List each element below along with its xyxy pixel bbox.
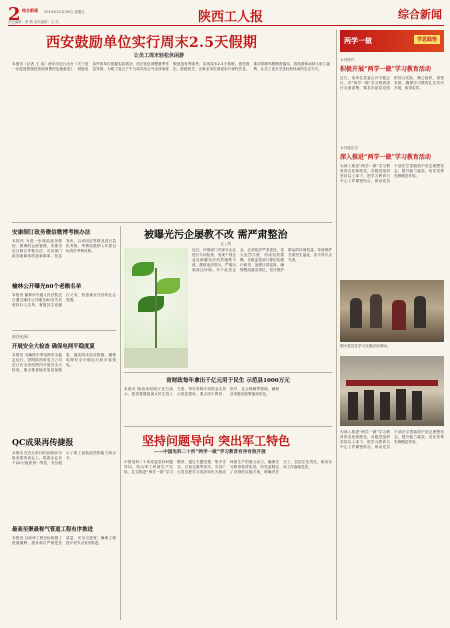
bottom-body: 中国电科二十所党委坚持问题导向，结合军工科研生产实际，扎实推进“两学一做”学习教育，通过专题党课、集中学习、讨论交流等形式，引导广大党员把学习成效转化为推动科研生产的强大动力，确保学习教育取得实效。所党委制定了详细的实施方案，明确责任分工，层层压实责任，推动各项工作落地见效。 [124,460,332,474]
story-1-kicker: 本刊特约 [340,58,355,62]
middle-brief-body: 本报讯 陕西省财政厅近日表示，我省将继续加大民生投入力度，每年安排专项资金支持示范县建设，重点用于教育、医疗、社会保障等领域，确保各项惠民政策落到实处。 [124,387,279,396]
masthead [8,4,444,26]
left-box [12,334,116,620]
badge-text: 学思践悟 [414,35,440,44]
brief-2-body: 本报讯 榆林市中级人民法院近日通过媒体公开曝光60名失信被执行人名单，督促其主动履行义务，营造诚实守信的社会氛围。 [12,293,116,307]
middle-byline: 文 / 陕 [220,241,232,246]
right-col-divider [336,30,337,620]
middle-brief [124,376,332,424]
middle-rule [124,372,332,373]
lead-rule [12,222,332,223]
middle-brief-rule [124,426,332,427]
story-2-body: 为深入推进“两学一做”学习教育常态化制度化，各级党组织坚持以上率下，把学习教育与中心工作紧密结合，推动党员干部在学思践悟中坚定理想信念，提升能力素质，切实发挥先锋模范作用。 [340,164,444,183]
right-banner [340,30,444,52]
right-photo-2 [340,356,444,426]
brief-2-headline: 榆林公开曝光60个老赖名单 [12,284,82,290]
right-photo-1 [340,280,444,342]
middle-brief-headline: 省财政每年拿出千亿元用于民生 示范县1000万元 [166,378,290,384]
story-2-headline: 深入推进“两学一做”学习教育活动 [340,154,431,161]
right-column [340,30,444,622]
left-box-body-3: 本报讯 目前该工程各标段施工进展顺利，建设单位严格把控质量、安全与进度，确保工程按计划节点有序推进。 [12,536,116,545]
lead-subheadline: 让员工周末轻松休闲游 [134,53,185,59]
left-box-headline-2: QC成果再传捷报 [12,437,74,447]
page-label: 综合新闻 [22,8,38,13]
left-box-title: 陕西电网 [12,334,28,339]
date-line: 2014年12月26日 星期五 [44,10,85,14]
left-box-headline-1: 开展安全大检查 确保电网平稳度夏 [12,344,95,350]
bottom-story [124,432,332,622]
bottom-headline: 坚持问题导向 突出军工特色 [142,434,291,448]
lead-body: 本报讯（记者 王 凤）西安市近日出台《关于进一步促进旅游投资和消费的实施意见》，鼓励有条件的单位根据实际情况，依法优化调整夏季作息安排，为职工周五下午与周末结合外出休闲度假创造有利条件，实现周末2.5天休假。意见提出，鼓励机关、企事业单位探索实行弹性作息，推动带薪休假制度落实，将旅游休闲纳入职工福利，让员工更多享受轻松休闲的生活方式。 [12,62,330,71]
middle-illustration [124,248,188,368]
paper-name: 陕西工人报 [198,10,264,25]
story-2-kicker: 本刊通讯员 [340,146,358,150]
brief-1-headline: 安康制订政务微信微博考核办法 [12,230,91,236]
left-box-headline-3: 最高至聚最称气管道工程有序推进 [12,527,93,533]
left-box-body-1: 本报讯 为确保冬季电网安全稳定运行，国网陕西省电力公司近日在全省范围内开展安全大检查，重点排查输变电设备隐患，落实防冰抗冻措施，确保电网安全平稳运行和可靠供电。 [12,353,116,372]
story-1-body: 近日，某单位党委召开专题会议，对“两学一做”学习教育进行全面部署，要求各基层党组织结合实际，精心组织，周密安排，确保学习教育扎实有序开展，取得实效。 [340,76,444,90]
bottom-subheadline: ——中国电科二十所“两学一做”学习教育有序有效开展 [154,450,266,455]
left-col-divider [120,226,121,620]
left-box-body-2: 本报讯 在近日举行的全国QC小组成果发表会上，陕西企业多个QC小组获得一等奖，充分展示了职工创新创效的能力和水平。 [12,451,116,465]
page-number: 2 [8,4,21,25]
section-tag: 两学一做 [344,37,372,45]
left-rule [12,330,116,331]
lead-story [12,32,330,220]
middle-body: 近日，环保部门对部分企业进行专项检查，发现个别企业在被曝光后仍然屡教不改，继续违法排污，严重污染周边环境。对于此类企业，必须依法严肃查处，加大处罚力度，形成有效震慑。各级监管部门要切实履行职责，加强日常巡查，确保整改落实到位，坚决维护群众的环境权益。环境保护关系民生福祉，容不得半点马虎。 [192,248,332,272]
brief-1-body: 本报讯 为进一步规范政务微信、微博的运营管理，安康市近日制订考核办法，对各部门政务新媒体的更新频率、信息发布、互动回应等情况进行量化考核，考核结果纳入年度目标责任考核体系。 [12,239,116,258]
left-brief-1 [12,228,116,278]
story-1-headline: 积极开展“两学一做”学习教育活动 [340,66,431,73]
right-filler: 为深入推进“两学一做”学习教育常态化制度化，各级党组织坚持以上率下，把学习教育与中心工作紧密结合，推动党员干部在学思践悟中坚定理想信念，提升能力素质，切实发挥先锋模范作用。 [340,430,444,449]
left-brief-2 [12,282,116,326]
photo-caption: 图为党员在学习交流活动现场。 [340,344,391,348]
middle-headline: 被曝光污企屡教不改 需严肃整治 [144,230,288,241]
lead-headline: 西安鼓励单位实行周末2.5天假期 [46,35,258,51]
section-label: 综合新闻 [398,8,442,21]
editor-line: 责任编辑：张 倩 美术编辑：王 凤 [8,20,59,24]
middle-story [124,226,332,372]
masthead-rule [8,25,444,26]
